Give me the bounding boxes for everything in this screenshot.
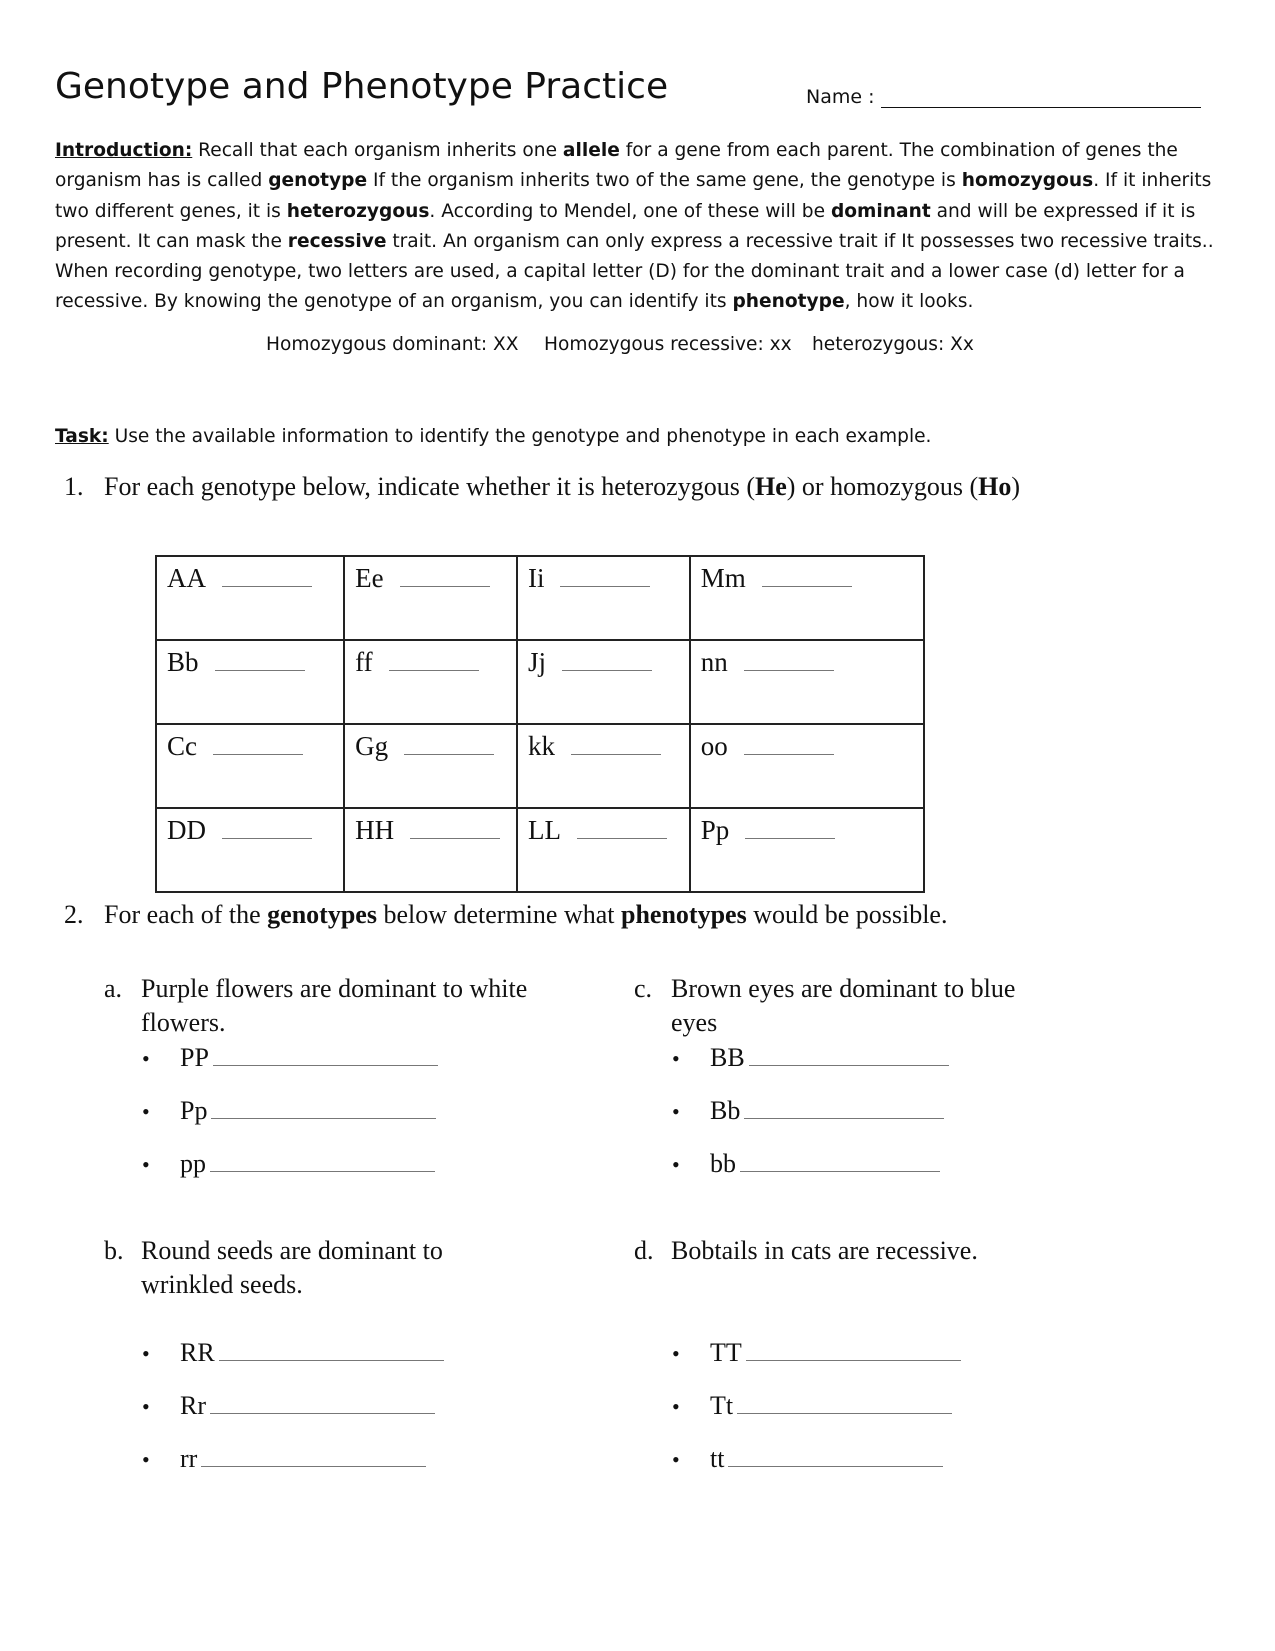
genotype-label: LL [527,815,561,845]
table-cell [156,640,344,724]
genotype-label: AA [167,563,206,593]
genotype-label: Bb [167,647,199,677]
question-text: ) or homozygous ( [786,472,979,501]
question-2-prompt [64,900,947,930]
term-allele: allele [562,140,620,161]
genotype-label: ff [355,647,373,677]
key-homozygous-dominant: Homozygous dominant: XX [266,334,519,355]
genotype-label: Cc [167,731,197,761]
answer-blank[interactable] [201,1444,426,1467]
page-title: Genotype and Phenotype Practice [55,66,669,107]
table-cell [344,556,517,640]
term-genotype: genotype [268,170,368,192]
answer-blank[interactable] [400,566,490,587]
question-number: 2. [64,900,84,929]
table-cell [690,556,924,640]
name-input-line[interactable] [881,85,1201,108]
bullet-icon: • [142,1394,150,1419]
part-d-prompt [634,1234,978,1268]
answer-blank[interactable] [762,566,852,587]
table-row [156,556,924,640]
intro-text: and will be expressed if it is present. It can mask the [55,200,1196,252]
table-cell [690,808,924,892]
term-genotypes: genotypes [267,900,377,929]
bullet-icon: • [142,1447,150,1472]
answer-blank[interactable] [213,734,303,755]
genotype-label: HH [355,815,395,845]
genotype-label: oo [700,731,728,761]
term-dominant: dominant [830,200,931,222]
key-homozygous-recessive: Homozygous recessive: xx [544,334,792,355]
genotype-label: pp [180,1149,206,1178]
bullet-icon: • [672,1046,680,1071]
table-cell [344,724,517,808]
answer-item [672,1096,944,1126]
answer-blank[interactable] [215,650,305,671]
question-text: below determine what [376,900,621,929]
part-text: Round seeds are dominant to [141,1236,443,1265]
answer-blank[interactable] [404,734,494,755]
name-label: Name : [806,86,875,108]
bullet-icon: • [142,1099,150,1124]
table-row [156,724,924,808]
answer-blank[interactable] [222,566,312,587]
question-text: would be possible. [746,900,948,929]
table-cell [517,556,690,640]
part-text: eyes [671,1008,718,1037]
answer-blank[interactable] [744,734,834,755]
table-cell [690,724,924,808]
answer-blank[interactable] [562,650,652,671]
genotype-label: Tt [710,1391,734,1420]
genotype-label: DD [167,815,206,845]
answer-item [142,1391,435,1421]
part-a-prompt [104,972,527,1040]
question-text: For each of the [104,900,268,929]
table-cell [156,556,344,640]
answer-item [142,1043,438,1073]
answer-blank[interactable] [744,650,834,671]
intro-text: . According to Mendel, one of these will be [429,200,831,222]
answer-blank[interactable] [740,1149,940,1172]
part-letter: a. [104,974,123,1003]
answer-blank[interactable] [728,1444,943,1467]
genotype-label: Bb [710,1096,741,1125]
term-homozygous: homozygous [961,170,1094,192]
table-cell [517,724,690,808]
answer-item [142,1096,436,1126]
genotype-label: Pp [700,815,730,845]
term-recessive: recessive [287,230,387,252]
part-c-prompt [634,972,1015,1040]
genotype-table [155,555,925,893]
part-text: Brown eyes are dominant to blue [671,974,1016,1003]
part-letter: d. [634,1236,654,1265]
question-text: For each genotype below, indicate whether it is heterozygous ( [104,472,755,501]
bullet-icon: • [672,1099,680,1124]
answer-blank[interactable] [746,1338,961,1361]
intro-text: If the organism inherits two of the same gene, the genotype is [367,170,962,192]
intro-label: Introduction: [55,140,193,161]
answer-blank[interactable] [389,650,479,671]
answer-blank[interactable] [745,818,835,839]
name-field-group [806,85,1201,108]
genotype-label: nn [700,647,728,677]
part-letter: b. [104,1236,124,1265]
genotype-label: PP [180,1043,209,1072]
intro-text: trait. An organism can only express a recessive trait if It possesses two recessive traits.. When recording genotype, two letters are used, a capital letter (D) for the dominant trait and a lower case (d) letter for a recessive. By knowing the genotype of an organism, you can identify its [55,230,1214,313]
intro-text: . If it inherits two different genes, it is [55,170,1212,222]
table-cell [344,640,517,724]
task-text: Use the available information to identify the genotype and phenotype in each example. [108,426,932,447]
genotype-label: tt [710,1444,725,1473]
answer-blank[interactable] [222,818,312,839]
genotype-label: TT [710,1338,742,1367]
genotype-label: Mm [700,563,746,593]
bullet-icon: • [672,1341,680,1366]
table-cell [517,808,690,892]
genotype-label: bb [710,1149,736,1178]
answer-item [672,1338,961,1368]
answer-blank[interactable] [737,1391,952,1414]
question-number: 1. [64,472,84,501]
abbr-he: He [755,472,787,501]
genotype-label: Ii [527,563,545,593]
genotype-label: Ee [355,563,384,593]
bullet-icon: • [672,1394,680,1419]
part-text: Bobtails in cats are recessive. [671,1236,978,1265]
answer-blank[interactable] [410,818,500,839]
table-cell [517,640,690,724]
part-text: flowers. [141,1008,226,1037]
answer-item [142,1338,444,1368]
bullet-icon: • [142,1152,150,1177]
genotype-label: Pp [180,1096,208,1125]
intro-text: Recall that each organism inherits one [192,140,563,161]
bullet-icon: • [142,1046,150,1071]
table-cell [156,808,344,892]
part-text: wrinkled seeds. [141,1270,303,1299]
answer-blank[interactable] [213,1043,438,1066]
term-phenotype: phenotype [732,291,845,313]
answer-item [672,1149,940,1179]
answer-item [672,1043,949,1073]
genotype-label: Jj [527,647,546,677]
abbr-ho: Ho [978,472,1012,501]
term-heterozygous: heterozygous [286,200,430,222]
genotype-label: rr [180,1444,198,1473]
intro-text: , how it looks. [844,291,974,313]
genotype-label: kk [527,731,555,761]
bullet-icon: • [672,1447,680,1472]
answer-blank[interactable] [560,566,650,587]
key-heterozygous: heterozygous: Xx [812,334,974,355]
answer-blank[interactable] [219,1338,444,1361]
introduction-paragraph [55,136,1235,318]
genotype-label: RR [180,1338,215,1367]
table-row [156,640,924,724]
bullet-icon: • [672,1152,680,1177]
answer-item [142,1444,426,1474]
task-instructions [55,426,931,447]
bullet-icon: • [142,1341,150,1366]
genotype-label: Gg [355,731,389,761]
table-cell [344,808,517,892]
answer-blank[interactable] [210,1149,435,1172]
table-row [156,808,924,892]
genotype-label: Rr [180,1391,206,1420]
answer-item [672,1444,943,1474]
answer-blank[interactable] [210,1391,435,1414]
answer-item [672,1391,952,1421]
term-phenotypes: phenotypes [620,900,747,929]
part-letter: c. [634,974,653,1003]
answer-blank[interactable] [211,1096,436,1119]
question-1-prompt [64,472,1020,502]
answer-blank[interactable] [744,1096,944,1119]
task-label: Task: [55,426,109,447]
table-cell [156,724,344,808]
answer-item [142,1149,435,1179]
part-text: Purple flowers are dominant to white [141,974,528,1003]
table-cell [690,640,924,724]
question-text: ) [1011,472,1021,501]
answer-blank[interactable] [749,1043,949,1066]
answer-blank[interactable] [577,818,667,839]
intro-text: for a gene from each parent. The combination of genes the organism has is called [55,140,1178,192]
genotype-label: BB [710,1043,745,1072]
answer-blank[interactable] [571,734,661,755]
part-b-prompt [104,1234,443,1302]
